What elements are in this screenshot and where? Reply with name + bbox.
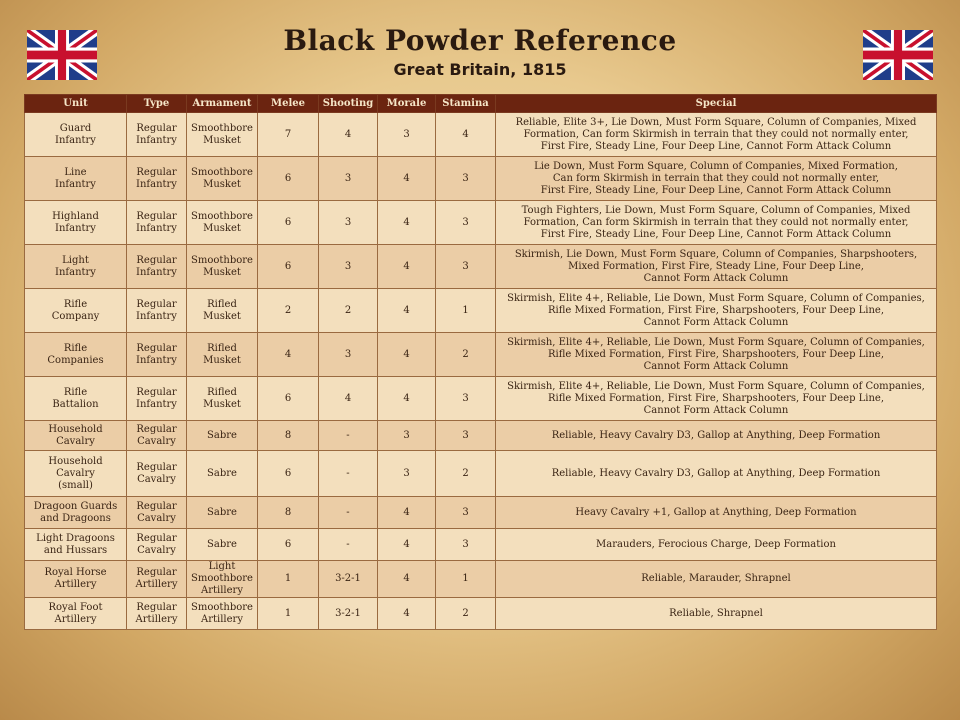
cell-special: Skirmish, Lie Down, Must Form Square, Column of Companies, Sharpshooters, Mixed Formation, First Fire, Steady Line, Four Deep Line, Cannot Form Attack Column (496, 245, 937, 289)
cell-special: Reliable, Marauder, Shrapnel (496, 561, 937, 598)
cell-type: Regular Infantry (127, 245, 187, 289)
cell-shooting: 3 (319, 157, 378, 201)
cell-melee: 6 (258, 201, 319, 245)
cell-unit: Royal Foot Artillery (25, 598, 127, 630)
cell-morale: 3 (378, 113, 436, 157)
column-header-shooting: Shooting (319, 95, 378, 113)
cell-melee: 6 (258, 157, 319, 201)
cell-type: Regular Infantry (127, 113, 187, 157)
cell-armament: Sabre (187, 451, 258, 497)
column-header-armament: Armament (187, 95, 258, 113)
cell-special: Skirmish, Elite 4+, Reliable, Lie Down, Must Form Square, Column of Companies, Rifle Mixed Formation, First Fire, Sharpshooters, Four Deep Line, Cannot Form Attack Column (496, 289, 937, 333)
table-row (25, 421, 937, 451)
cell-armament: Sabre (187, 529, 258, 561)
cell-armament: Sabre (187, 497, 258, 529)
cell-armament: Rifled Musket (187, 333, 258, 377)
cell-stamina: 3 (436, 421, 496, 451)
cell-shooting: 3 (319, 333, 378, 377)
cell-morale: 4 (378, 333, 436, 377)
column-header-type: Type (127, 95, 187, 113)
cell-armament: Smoothbore Musket (187, 113, 258, 157)
cell-morale: 4 (378, 598, 436, 630)
cell-melee: 6 (258, 245, 319, 289)
cell-morale: 4 (378, 377, 436, 421)
table-row (25, 598, 937, 630)
cell-armament: Smoothbore Musket (187, 245, 258, 289)
cell-stamina: 3 (436, 377, 496, 421)
cell-melee: 8 (258, 421, 319, 451)
cell-unit: Highland Infantry (25, 201, 127, 245)
table-row (25, 201, 937, 245)
column-header-special: Special (496, 95, 937, 113)
cell-unit: Light Infantry (25, 245, 127, 289)
cell-shooting: 2 (319, 289, 378, 333)
column-header-morale: Morale (378, 95, 436, 113)
cell-special: Reliable, Shrapnel (496, 598, 937, 630)
cell-unit: Rifle Company (25, 289, 127, 333)
cell-stamina: 3 (436, 157, 496, 201)
cell-morale: 4 (378, 529, 436, 561)
table-row (25, 377, 937, 421)
cell-armament: Rifled Musket (187, 289, 258, 333)
cell-special: Marauders, Ferocious Charge, Deep Formation (496, 529, 937, 561)
cell-shooting: 3-2-1 (319, 561, 378, 598)
column-header-stamina: Stamina (436, 95, 496, 113)
cell-type: Regular Cavalry (127, 497, 187, 529)
cell-special: Lie Down, Must Form Square, Column of Companies, Mixed Formation, Can form Skirmish in terrain that they could not normally enter, First Fire, Steady Line, Four Deep Line, Cannot Form Attack Column (496, 157, 937, 201)
cell-shooting: 3 (319, 201, 378, 245)
cell-shooting: 4 (319, 113, 378, 157)
page-subtitle: Great Britain, 1815 (393, 60, 567, 79)
cell-stamina: 1 (436, 289, 496, 333)
cell-melee: 6 (258, 529, 319, 561)
cell-type: Regular Infantry (127, 377, 187, 421)
cell-stamina: 1 (436, 561, 496, 598)
cell-armament: Rifled Musket (187, 377, 258, 421)
cell-melee: 1 (258, 598, 319, 630)
cell-melee: 7 (258, 113, 319, 157)
cell-type: Regular Cavalry (127, 421, 187, 451)
cell-morale: 4 (378, 289, 436, 333)
cell-shooting: 3 (319, 245, 378, 289)
cell-stamina: 2 (436, 333, 496, 377)
cell-armament: Light Smoothbore Artillery (187, 561, 258, 598)
cell-unit: Royal Horse Artillery (25, 561, 127, 598)
cell-special: Reliable, Elite 3+, Lie Down, Must Form Square, Column of Companies, Mixed Formation, Can form Skirmish in terrain that they could not normally enter, First Fire, Steady Line, Four Deep Line, Cannot Form Attack Column (496, 113, 937, 157)
cell-unit: Rifle Battalion (25, 377, 127, 421)
cell-armament: Smoothbore Artillery (187, 598, 258, 630)
cell-type: Regular Artillery (127, 561, 187, 598)
cell-unit: Dragoon Guards and Dragoons (25, 497, 127, 529)
cell-melee: 6 (258, 377, 319, 421)
cell-type: Regular Infantry (127, 157, 187, 201)
page-title: Black Powder Reference (283, 24, 677, 57)
cell-special: Reliable, Heavy Cavalry D3, Gallop at Anything, Deep Formation (496, 451, 937, 497)
cell-shooting: 3-2-1 (319, 598, 378, 630)
table-header-row (25, 95, 937, 113)
cell-unit: Guard Infantry (25, 113, 127, 157)
reference-table (24, 94, 937, 630)
table-row (25, 561, 937, 598)
cell-morale: 4 (378, 561, 436, 598)
cell-unit: Rifle Companies (25, 333, 127, 377)
cell-morale: 4 (378, 201, 436, 245)
cell-melee: 4 (258, 333, 319, 377)
cell-morale: 4 (378, 497, 436, 529)
table-row (25, 157, 937, 201)
table-row (25, 451, 937, 497)
cell-melee: 8 (258, 497, 319, 529)
cell-armament: Smoothbore Musket (187, 157, 258, 201)
cell-shooting: - (319, 451, 378, 497)
cell-type: Regular Infantry (127, 289, 187, 333)
cell-melee: 2 (258, 289, 319, 333)
cell-unit: Line Infantry (25, 157, 127, 201)
table-row (25, 113, 937, 157)
cell-type: Regular Cavalry (127, 451, 187, 497)
cell-type: Regular Cavalry (127, 529, 187, 561)
cell-armament: Sabre (187, 421, 258, 451)
cell-type: Regular Artillery (127, 598, 187, 630)
table-row (25, 245, 937, 289)
cell-morale: 3 (378, 421, 436, 451)
cell-morale: 4 (378, 157, 436, 201)
cell-melee: 6 (258, 451, 319, 497)
cell-special: Skirmish, Elite 4+, Reliable, Lie Down, Must Form Square, Column of Companies, Rifle Mixed Formation, First Fire, Sharpshooters, Four Deep Line, Cannot Form Attack Column (496, 377, 937, 421)
column-header-unit: Unit (25, 95, 127, 113)
cell-stamina: 3 (436, 245, 496, 289)
cell-special: Skirmish, Elite 4+, Reliable, Lie Down, Must Form Square, Column of Companies, Rifle Mixed Formation, First Fire, Sharpshooters, Four Deep Line, Cannot Form Attack Column (496, 333, 937, 377)
cell-unit: Household Cavalry (25, 421, 127, 451)
cell-stamina: 2 (436, 598, 496, 630)
table-row (25, 497, 937, 529)
cell-shooting: - (319, 497, 378, 529)
cell-stamina: 2 (436, 451, 496, 497)
column-header-melee: Melee (258, 95, 319, 113)
cell-morale: 4 (378, 245, 436, 289)
cell-shooting: 4 (319, 377, 378, 421)
cell-type: Regular Infantry (127, 201, 187, 245)
cell-shooting: - (319, 421, 378, 451)
table-row (25, 529, 937, 561)
cell-special: Heavy Cavalry +1, Gallop at Anything, Deep Formation (496, 497, 937, 529)
table-row (25, 289, 937, 333)
cell-shooting: - (319, 529, 378, 561)
cell-unit: Household Cavalry (small) (25, 451, 127, 497)
cell-stamina: 3 (436, 497, 496, 529)
cell-special: Reliable, Heavy Cavalry D3, Gallop at Anything, Deep Formation (496, 421, 937, 451)
cell-melee: 1 (258, 561, 319, 598)
cell-special: Tough Fighters, Lie Down, Must Form Square, Column of Companies, Mixed Formation, Can form Skirmish in terrain that they could not normally enter, First Fire, Steady Line, Four Deep Line, Cannot Form Attack Column (496, 201, 937, 245)
table-row (25, 333, 937, 377)
cell-stamina: 3 (436, 529, 496, 561)
cell-type: Regular Infantry (127, 333, 187, 377)
cell-stamina: 3 (436, 201, 496, 245)
cell-stamina: 4 (436, 113, 496, 157)
cell-morale: 3 (378, 451, 436, 497)
cell-unit: Light Dragoons and Hussars (25, 529, 127, 561)
cell-armament: Smoothbore Musket (187, 201, 258, 245)
